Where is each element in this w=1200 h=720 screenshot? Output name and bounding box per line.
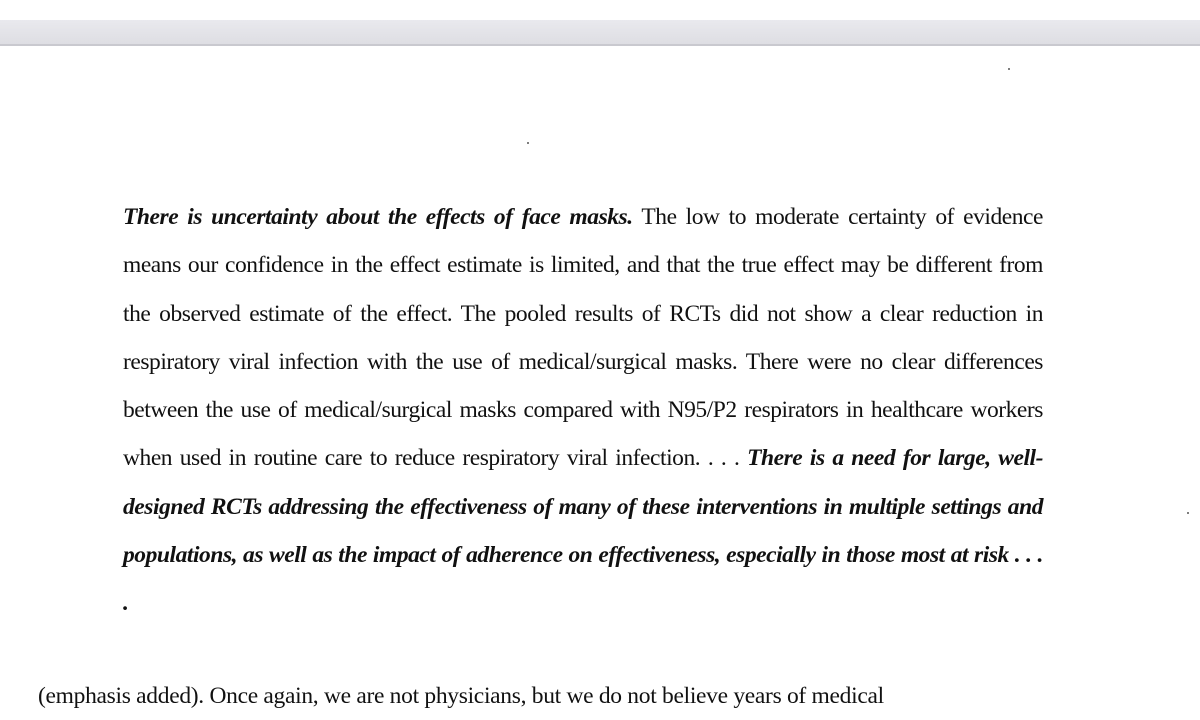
- block-quote: [123, 193, 1043, 628]
- page-edge-divider: [0, 20, 1200, 46]
- quote-lead-emphasis: There is uncertainty about the effects of face masks.: [123, 204, 633, 230]
- cutoff-text-line: (emphasis added). Once again, we are not physicians, but we do not believe years of medical: [38, 683, 884, 709]
- scan-speck: [1187, 512, 1189, 514]
- quote-body: The low to moderate certainty of evidence means our confidence in the effect estimate is limited, and that the true effect may be different from the observed estimate of the effect. The pooled results of RCTs did not show a clear reduction in respiratory viral infection with the use of medical/surgical masks. There were no clear differences between the use of medical/surgical masks compared with N95/P2 respirators in healthcare workers when used in routine care to reduce respiratory viral infection. . . .: [123, 204, 1043, 472]
- scan-speck: [1008, 68, 1010, 70]
- scan-speck: [527, 142, 529, 144]
- quote-closing-emphasis: There is a need for large, well-designed RCTs addressing the effectiveness of many of these interventions in multiple settings and populations, as well as the impact of adherence on effectiveness, especially in those most at risk: [123, 445, 1044, 569]
- top-margin: [0, 0, 1200, 20]
- quote-trailing-ellipsis: . . . .: [123, 542, 1043, 617]
